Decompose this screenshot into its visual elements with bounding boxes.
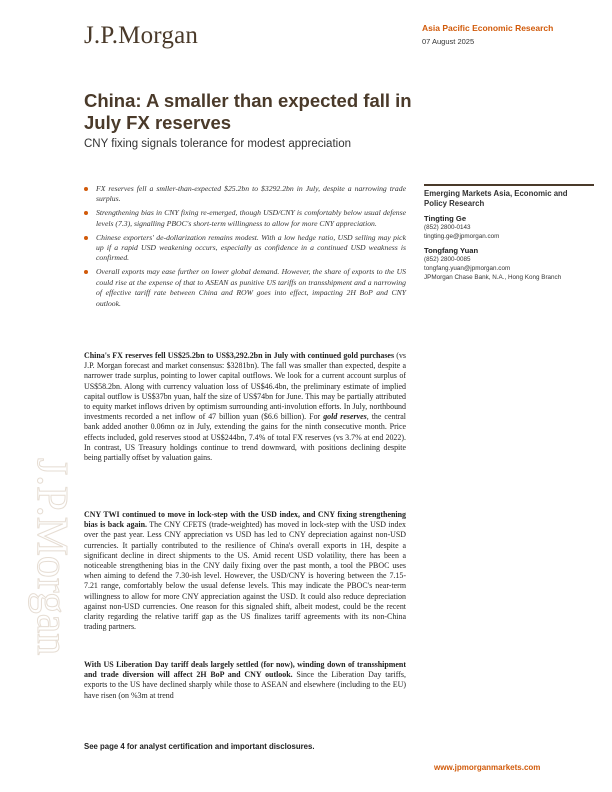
jpmorgan-watermark-logo — [8, 450, 88, 720]
key-point — [84, 208, 406, 229]
jpmorgan-logo: J.P.Morgan — [84, 22, 199, 49]
website-link[interactable]: www.jpmorganmarkets.com — [434, 763, 541, 772]
paragraph-lead: CNY TWI continued to move in lock-step with the USD index, and CNY fixing strengthening bias is back again. — [84, 510, 406, 530]
analyst-contact — [424, 246, 589, 282]
analyst-contact — [424, 214, 589, 241]
key-point-text: Strengthening bias in CNY fixing re-emerged, though USD/CNY is comfortably below usual defense levels (7.3), signalling PBOC's short-term willingness to allow for more CNY appreciation. — [96, 208, 406, 228]
analyst-phone: (852) 2800-0085 — [424, 256, 471, 263]
sidebar-divider — [424, 184, 594, 186]
report-date: 07 August 2025 — [422, 37, 475, 46]
body-paragraph-fx-reserves — [84, 351, 406, 463]
paragraph-text: The CNY CFETS (trade-weighted) has moved in lock-step with the USD index over the past year. Less CNY appreciation vs USD has led to CNY depreciation against non-USD currencies. It partially contributed to the resilience of China's overall exports in 1H, despite a significant decline in direct shipments to the US. Amid recent USD volatility, there has been a noticeable strengthening bias in the CNY daily fixing over the past month, a tool the PBOC uses when aiming to defend the 7.30-ish level. However, the USD/CNY is hovering between the 7.15-7.21 range, comfortably below the usual defense levels. This may indicate the PBOC's near-term willingness to allow for more CNY appreciation against the USD. It could also reduce depreciation against non-USD currencies. One reason for this signaled shift, albeit modest, could be the recent clarity regarding the relative tariff gap as the US finalizes tariff agreements with its non-China trading partners. — [84, 520, 406, 632]
key-point-text: Chinese exporters' de-dollarization remains modest. With a low hedge ratio, USD selling may pick up if a rapid USD weakening occurs, especially as confidence in a continued USD weakness is confirmed. — [96, 232, 406, 263]
analyst-email[interactable]: tingting.ge@jpmorgan.com — [424, 233, 500, 240]
bullet-dot-icon — [84, 187, 88, 191]
report-series: Asia Pacific Economic Research — [422, 23, 554, 33]
paragraph-text: Since the Liberation Day tariffs, exports to the US have declined sharply while those to ASEAN and elsewhere (including to the EU) have risen (on %3m at trend — [84, 670, 406, 700]
key-points-list — [84, 184, 406, 312]
bullet-dot-icon — [84, 211, 88, 215]
key-point — [84, 184, 406, 205]
svg-text:J.P.Morgan: J.P.Morgan — [28, 458, 77, 656]
body-paragraph-tariffs — [84, 660, 406, 701]
analyst-name: Tingting Ge — [424, 214, 467, 223]
paragraph-lead: China's FX reserves fell US$25.2bn to US$3,292.2bn in July with continued gold purchases — [84, 351, 395, 360]
analyst-entity: JPMorgan Chase Bank, N.A., Hong Kong Branch — [424, 274, 562, 281]
key-point — [84, 267, 406, 309]
page-subtitle: CNY fixing signals tolerance for modest appreciation — [84, 138, 351, 150]
paragraph-lead: With US Liberation Day tariff deals largely settled (for now), winding down of transshipment and trade diversion will affect 2H BoP and CNY outlook. — [84, 660, 406, 680]
paragraph-emphasis: gold reserves — [323, 412, 367, 422]
analyst-name: Tongfang Yuan — [424, 246, 479, 255]
key-point — [84, 233, 406, 264]
paragraph-text: (vs J.P. Morgan forecast and market consensus: $3281bn). The fall was smaller than expected, despite a narrower trade surplus, pointing to lower capital outflows. We look for a current account surplus of US$58.2bn. Along with currency valuation loss of US$46.4bn, the preliminary estimate of implied capital outflow is US$37bn yuan, half the size of US$74bn for June. This may be partially attributed to equity market inflows driven by optimism surrounding anti-involution efforts. In July, northbound investments recorded a net inflow of 47 billion yuan ($6.6 billion). For — [84, 351, 406, 422]
analyst-sidebar — [424, 184, 589, 282]
bullet-dot-icon — [84, 270, 88, 274]
research-group: Emerging Markets Asia, Economic and Policy Research — [424, 189, 568, 208]
page-title: China: A smaller than expected fall in July FX reserves — [84, 90, 412, 133]
key-point-text: FX reserves fell a smller-than-expected $25.2bn to $3292.2bn in July, despite a narrowing trade surplus. — [96, 184, 406, 204]
body-paragraph-cny-twi — [84, 510, 406, 632]
report-header — [422, 23, 553, 46]
analyst-email[interactable]: tongfang.yuan@jpmorgan.com — [424, 265, 511, 272]
disclosure-note: See page 4 for analyst certification and important disclosures. — [84, 742, 315, 751]
analyst-phone: (852) 2800-0143 — [424, 224, 471, 231]
key-point-text: Overall exports may ease further on lower global demand. However, the share of exports to the US could rise at the expense of that to ASEAN as punitive US tariffs on transshipment and a narrowing of effective tariff rate between China and ROW goes into effect, impacting 2H BoP and CNY outlook. — [96, 267, 406, 308]
bullet-dot-icon — [84, 236, 88, 240]
paragraph-text: , the central bank added another 0.06mn oz in July, extending the gains for the ninth consecutive month. Price effects included, gold reserves stood at US$244bn, 7.4% of total FX reserves (vs 3.7% at end 2022). In contrast, US Treasury holdings continue to trend downward, with positions declining despite being partially offset by valuation gains. — [84, 412, 407, 463]
